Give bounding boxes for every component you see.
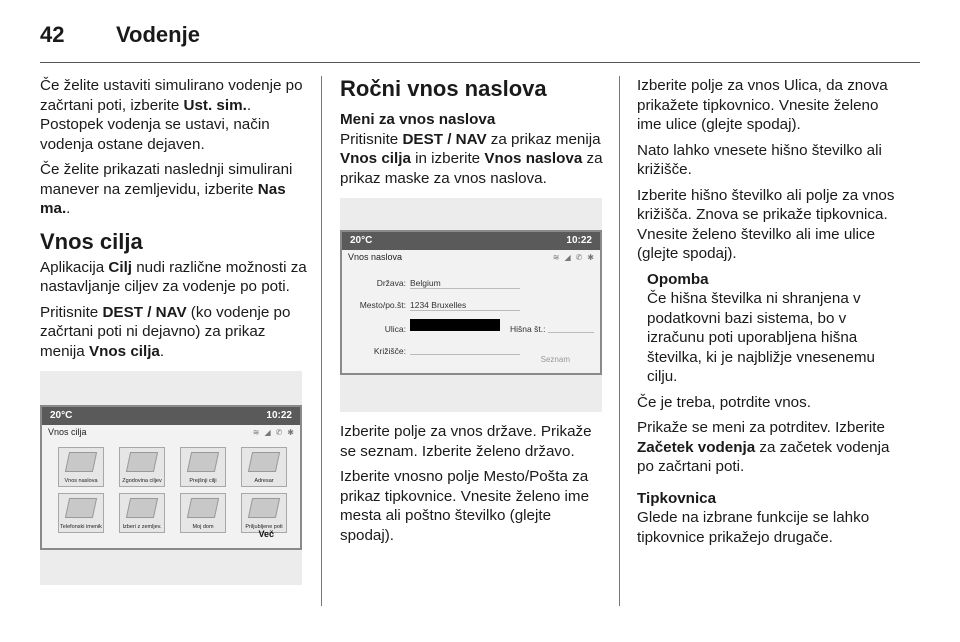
section-title: Vodenje [116,22,200,47]
paragraph: Izberite polje za vnos Ulica, da znova prikažete tipkovnico. Vnesite želeno ime ulice (glejte spodaj). [637,77,888,133]
paragraph: Pritisnite DEST / NAV (ko vodenje po začrtani poti ni dejavno) za prikaz menija Vnos cilja. [40,303,291,360]
list-button[interactable]: Seznam [540,354,570,364]
route-icon [248,498,280,518]
signal-icon: ◢ [564,253,571,263]
heading-tipkovnica: Tipkovnica [637,489,717,507]
field-country[interactable]: Država: Belgium [376,278,441,288]
home-icon [187,498,219,518]
map-icon [187,452,219,472]
paragraph: Aplikacija Cilj nudi različne možnosti za nastavljanje ciljev za vodenje po poti. [40,258,307,295]
column-left [40,76,308,585]
infotainment-screen [340,230,602,375]
infotainment-screen [40,405,302,550]
heading-rocni-vnos: Ročni vnos naslova [340,76,547,101]
paragraph: Prikaže se meni za potrditev. Izberite Začetek vodenja za začetek vodenja po začrtani poti. [637,419,890,475]
column-middle [340,76,604,551]
paragraph: Če je treba, potrdite vnos. [637,393,811,411]
bluetooth-icon: ✱ [587,253,594,263]
page-header [40,22,200,52]
address-book-icon [248,452,280,472]
paragraph: Nato lahko vnesete hišno številko ali križišče. [637,141,882,178]
field-street[interactable]: Ulica: [384,324,406,334]
field-house-number[interactable]: Hišna št.: [510,324,546,334]
temperature: 20°C [50,410,73,422]
status-icons [553,248,594,268]
tile-moj-dom[interactable]: Moj dom [180,493,226,533]
column-right [637,76,907,553]
screen-title: Vnos naslova [348,252,403,263]
tile-izberi-z-zemljev[interactable]: Izberi z zemljev. [119,493,165,533]
paragraph: Izberite hišno številko ali polje za vnos križišča. Znova se prikaže tipkovnica. Vnesite želeno številko ali ime ulice (glejte spodaj). [637,186,895,262]
field-crossing[interactable]: Križišče: [373,346,406,356]
paragraph: Če želite ustaviti simulirano vodenje po začrtani poti, izberite Ust. sim.. Postopek vodenja se ustavi, način vodenja ostane dejaven. [40,77,303,153]
paragraph: Izberite vnosno polje Mesto/Pošta za prikaz tipkovnice. Vnesite želeno ime mesta ali poštno številko (glejte spodaj). [340,468,590,544]
header-rule [40,62,920,63]
heading-vnos-cilja: Vnos cilja [40,228,143,254]
signal-icon: ◢ [264,428,271,438]
note-box [637,270,907,387]
tile-prejsnji-cilji[interactable]: Prejšnji cilji [180,447,226,487]
paragraph: Glede na izbrane funkcije se lahko tipkovnice prikažejo drugače. [637,509,870,546]
field-city[interactable]: Mesto/po.št: 1234 Bruxelles [359,300,467,310]
map-icon [126,452,158,472]
clock: 10:22 [566,235,592,247]
screen-title: Vnos cilja [48,427,87,438]
phonebook-icon [65,498,97,518]
paragraph: Pritisnite DEST / NAV za prikaz menija Vnos cilja in izberite Vnos naslova za prikaz maske za vnos naslova. [340,130,603,187]
page-number: 42 [40,22,65,47]
map-icon [65,452,97,472]
wifi-icon: ≋ [552,253,560,263]
note-text: Če hišna številka ni shranjena v podatkovni bazi sistema, bo v izračunu poti uporabljena hišna številka, ki je najbližje vnesenemu cilju. [647,290,875,385]
figure-address-entry [340,198,602,412]
map-icon [126,498,158,518]
paragraph: Če želite prikazati naslednji simulirani manever na zemljevidu, izberite Nas ma.. [40,161,293,217]
status-icons [253,423,294,443]
subheading-meni-za-vnos: Meni za vnos naslova [340,111,496,128]
clock: 10:22 [266,410,292,422]
column-divider [619,76,620,606]
figure-destination-menu [40,371,302,585]
tile-vnos-naslova[interactable]: Vnos naslova [58,447,104,487]
note-title: Opomba [647,270,709,288]
phone-icon: ✆ [275,428,283,438]
tile-priljubljene-poti[interactable]: Priljubljene poti [241,493,287,533]
tile-telefonski-imenik[interactable]: Telefonski imenik [58,493,104,533]
tile-adresar[interactable]: Adresar [241,447,287,487]
bluetooth-icon: ✱ [287,428,294,438]
column-divider [321,76,322,606]
tile-zgodovina-ciljev[interactable]: Zgodovina ciljev [119,447,165,487]
temperature: 20°C [350,235,373,247]
street-value-redacted [410,319,500,331]
phone-icon: ✆ [575,253,583,263]
paragraph: Izberite polje za vnos države. Prikaže se seznam. Izberite želeno državo. [340,423,592,460]
wifi-icon: ≋ [252,428,260,438]
more-button[interactable]: Več [258,528,274,539]
